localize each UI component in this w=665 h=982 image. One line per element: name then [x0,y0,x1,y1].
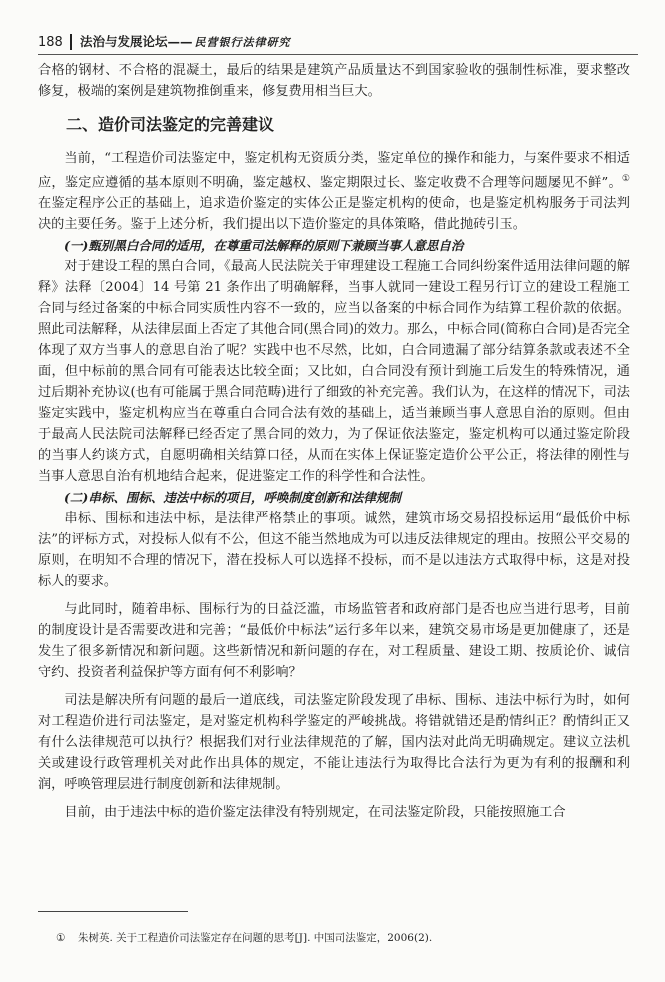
paragraph-intro-part-b: 在鉴定程序公正的基础上，追求造价鉴定的实体公正是鉴定机构的使命，也是鉴定机构服务于司法判决的主要任务。鉴于上述分析，我们提出以下造价鉴定的具体策略，借此抛砖引玉。 [38,196,630,233]
footnote [56,931,636,945]
footnote-text: 朱树英. 关于工程造价司法鉴定存在问题的思考[J]. 中国司法鉴定，2006(2). [78,932,433,944]
paragraph-current: 目前，由于违法中标的造价鉴定法律没有特别规定，在司法鉴定阶段，只能按照施工合 [64,805,566,821]
paragraph-continued: 合格的钢材、不合格的混凝土，最后的结果是建筑产品质量达不到国家验收的强制性标准，要求整改修复，极端的案例是建筑物推倒重来，修复费用相当巨大。 [38,63,630,99]
section-heading: 二、造价司法鉴定的完善建议 [66,115,275,134]
header-divider [70,34,72,50]
paragraph-bidding: 串标、围标和违法中标，是法律严格禁止的事项。诚然，建筑市场交易招投标运用“最低价中标法”的评标方式，对投标人似有不公，但这不能当然地成为可以违反法律规定的理由。按照公平交易的原则，在明知不合理的情况下，潜在投标人可以选择不投标，而不是以违法方式取得中标，这是对投标人的要求。 [38,511,630,590]
article-body [38,60,630,823]
subsection-heading-2: (二)串标、围标、违法中标的项目，呼唤制度创新和法律规制 [64,490,401,506]
running-header [38,24,638,55]
page-number: 188 [38,35,63,50]
journal-title: 法治与发展论坛—— [80,34,193,49]
subsection-heading-1: (一)甄别黑白合同的适用，在尊重司法解释的原则下兼顾当事人意思自治 [64,238,464,254]
footnote-ref[interactable]: ① [621,174,630,184]
paragraph-intro [38,148,630,235]
issue-subject: 民营银行法律研究 [194,36,291,49]
paragraph-intro-part-a: 当前，“工程造价司法鉴定中，鉴定机构无资质分类，鉴定单位的操作和能力，与案件要求不相适应，鉴定应遵循的基本原则不明确，鉴定越权、鉴定期限过长、鉴定收费不合理等问题屡见不鲜”。 [38,151,630,191]
footnote-rule [38,911,188,912]
footnote-mark: ① [56,932,66,944]
paragraph-judiciary: 司法是解决所有问题的最后一道底线，司法鉴定阶段发现了串标、围标、违法中标行为时，如何对工程造价进行司法鉴定，是对鉴定机构科学鉴定的严峻挑战。将错就错还是酌情纠正？酌情纠正又有什么法律规范可以执行？根据我们对行业法律规范的了解，国内法对此尚无明确规定。建议立法机关或建设行政管理机关对此作出具体的规定，不能让违法行为取得比合法行为更为有利的报酬和利润，呼唤管理层进行制度创新和法律规制。 [38,693,630,793]
paragraph-regulators: 与此同时，随着串标、围标行为的日益泛滥，市场监管者和政府部门是否也应当进行思考，目前的制度设计是否需要改进和完善；“最低价中标法”运行多年以来，建筑交易市场是更加健康了，还是发生了很多新情况和新问题。这些新情况和新问题的存在，对工程质量、建设工期、按质论价、诚信守约、投资者利益保护等方面有何不利影响？ [38,602,630,681]
paragraph-contracts: 对于建设工程的黑白合同，《最高人民法院关于审理建设工程施工合同纠纷案件适用法律问题的解释》法释〔2004〕14 号第 21 条作出了明确解释，当事人就同一建设工程另行订立的建设工程施工合同与经过备案的中标合同实质性内容不一致的，应当以备案的中标合同作为结算工程价款的依据。照此司法解释，从法律层面上否定了其他合同(黑合同)的效力。那么，中标合同(简称白合同)是否完全体现了双方当事人的意思自治了呢？实践中也不尽然，比如，白合同遗漏了部分结算条款或表述不全面，但中标前的黑合同有可能表达比较全面；又比如，白合同没有预计到施工后发生的特殊情况，通过后期补充协议(也有可能属于黑合同范畴)进行了细致的补充完善。我们认为，在这样的情况下，司法鉴定实践中，鉴定机构应当在尊重白合同合法有效的基础上，适当兼顾当事人意思自治的原则。但由于最高人民法院司法解释已经否定了黑合同的效力，为了保证依法鉴定，鉴定机构可以通过鉴定阶段的当事人约谈方式，自愿明确相关结算口径，从而在实体上保证鉴定造价公平公正，将法律的刚性与当事人意思自治有机地结合起来，促进鉴定工作的科学性和合法性。 [38,259,630,485]
